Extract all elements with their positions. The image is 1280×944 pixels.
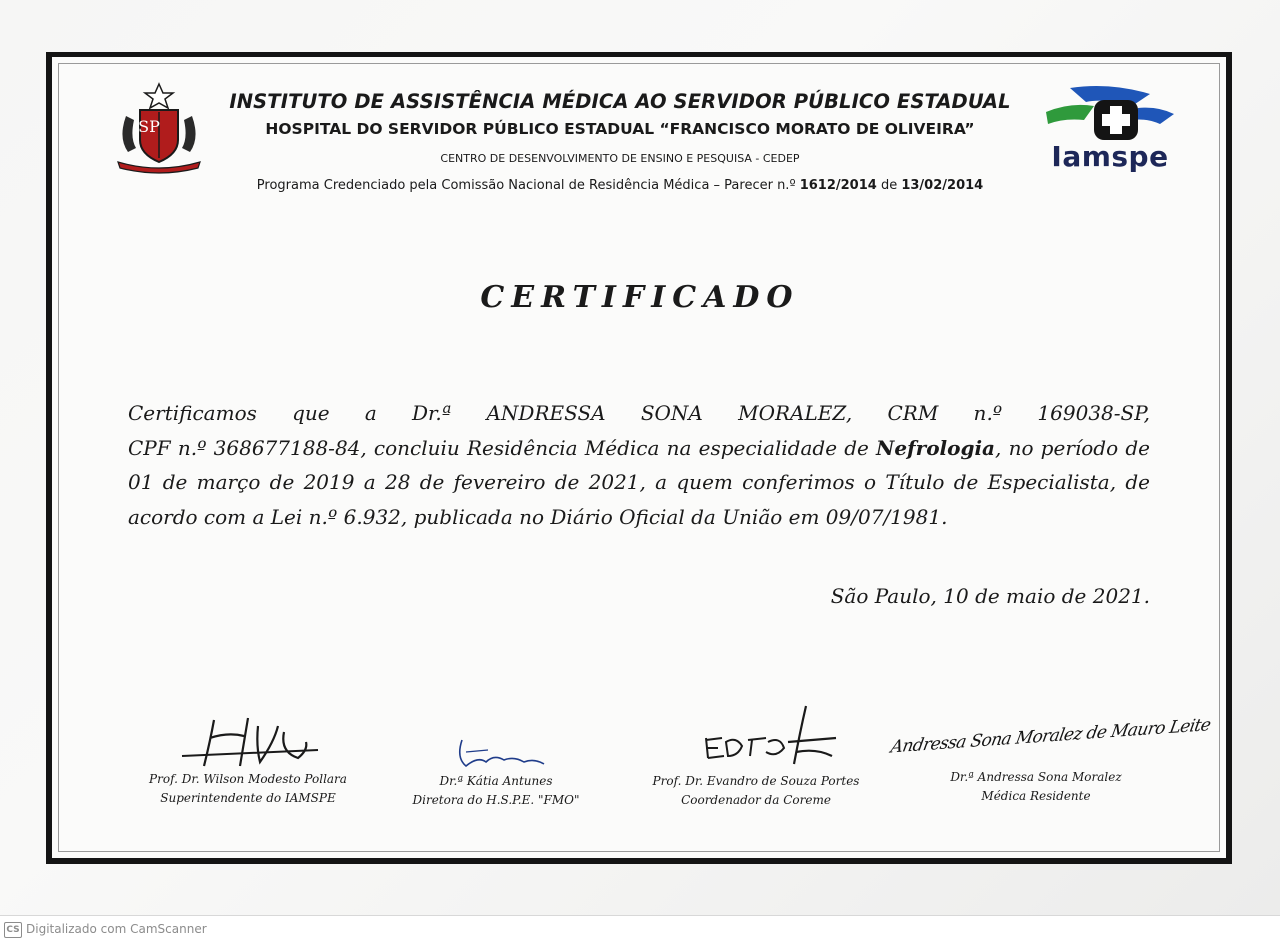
certificate-title: CERTIFICADO [480,280,800,315]
body-line-4: acordo com a Lei n.º 6.932, publicada no Diário Oficial da União em 09/07/1981. [128,504,948,529]
certificate-body [128,396,1150,534]
camscanner-icon: CS [4,922,22,938]
header-institute: INSTITUTO DE ASSISTÊNCIA MÉDICA AO SERVIDOR PÚBLICO ESTADUAL [229,90,1011,113]
svg-text:SP: SP [138,117,160,136]
header-center: CENTRO DE DESENVOLVIMENTO DE ENSINO E PESQUISA - CEDEP [440,152,800,165]
body-line-2-prefix: CPF n.º 368677188-84, concluiu Residência Médica na especialidade de [128,435,877,460]
header-parecer-date: 13/02/2014 [901,178,984,193]
signature-block-director [366,732,626,810]
signature-block-coordinator [626,702,886,810]
header-parecer-number: 1612/2014 [799,178,877,193]
specialty-name: Nefrologia [876,435,996,460]
header-hospital: HOSPITAL DO SERVIDOR PÚBLICO ESTADUAL “FRANCISCO MORATO DE OLIVEIRA” [265,120,975,138]
signatory-name: Dr.ª Kátia Antunes [439,774,553,788]
body-line-2-suffix: , no período de [995,435,1150,460]
iamspe-wordmark: Iamspe [1051,140,1169,173]
signature-block-superintendent [118,712,378,808]
header-program-mid: de [876,178,902,193]
signatory-role: Coordenador da Coreme [681,793,831,807]
scanner-footer [0,915,1280,944]
header-program [160,178,1080,193]
handwritten-signature-2 [426,732,566,772]
body-line-1: Certificamos que a Dr.ª ANDRESSA SONA MORALEZ, CRM n.º 169038-SP, [128,401,1150,425]
signature-block-resident [889,712,1213,806]
signatory-name: Prof. Dr. Wilson Modesto Pollara [149,772,347,786]
handwritten-signature-3 [656,702,856,772]
handwritten-signature-4: Andressa Sona Moralez de Mauro Leite [889,714,1213,758]
signatory-name: Dr.ª Andressa Sona Moralez [950,770,1122,784]
signatory-name: Prof. Dr. Evandro de Souza Portes [652,774,860,788]
header-program-text: Programa Credenciado pela Comissão Nacional de Residência Médica – Parecer n.º [256,178,800,193]
camscanner-watermark: Digitalizado com CamScanner [26,922,207,936]
body-line-3: 01 de março de 2019 a 28 de fevereiro de 2021, a quem conferimos o Título de Especialista, de [128,470,1150,494]
signatory-role: Diretora do H.S.P.E. "FMO" [412,793,580,807]
signatory-role: Superintendente do IAMSPE [160,791,336,805]
body-line-2 [128,431,1150,466]
place-and-date: São Paulo, 10 de maio de 2021. [830,584,1150,608]
handwritten-signature-1 [148,712,348,770]
signatory-role: Médica Residente [981,789,1091,803]
